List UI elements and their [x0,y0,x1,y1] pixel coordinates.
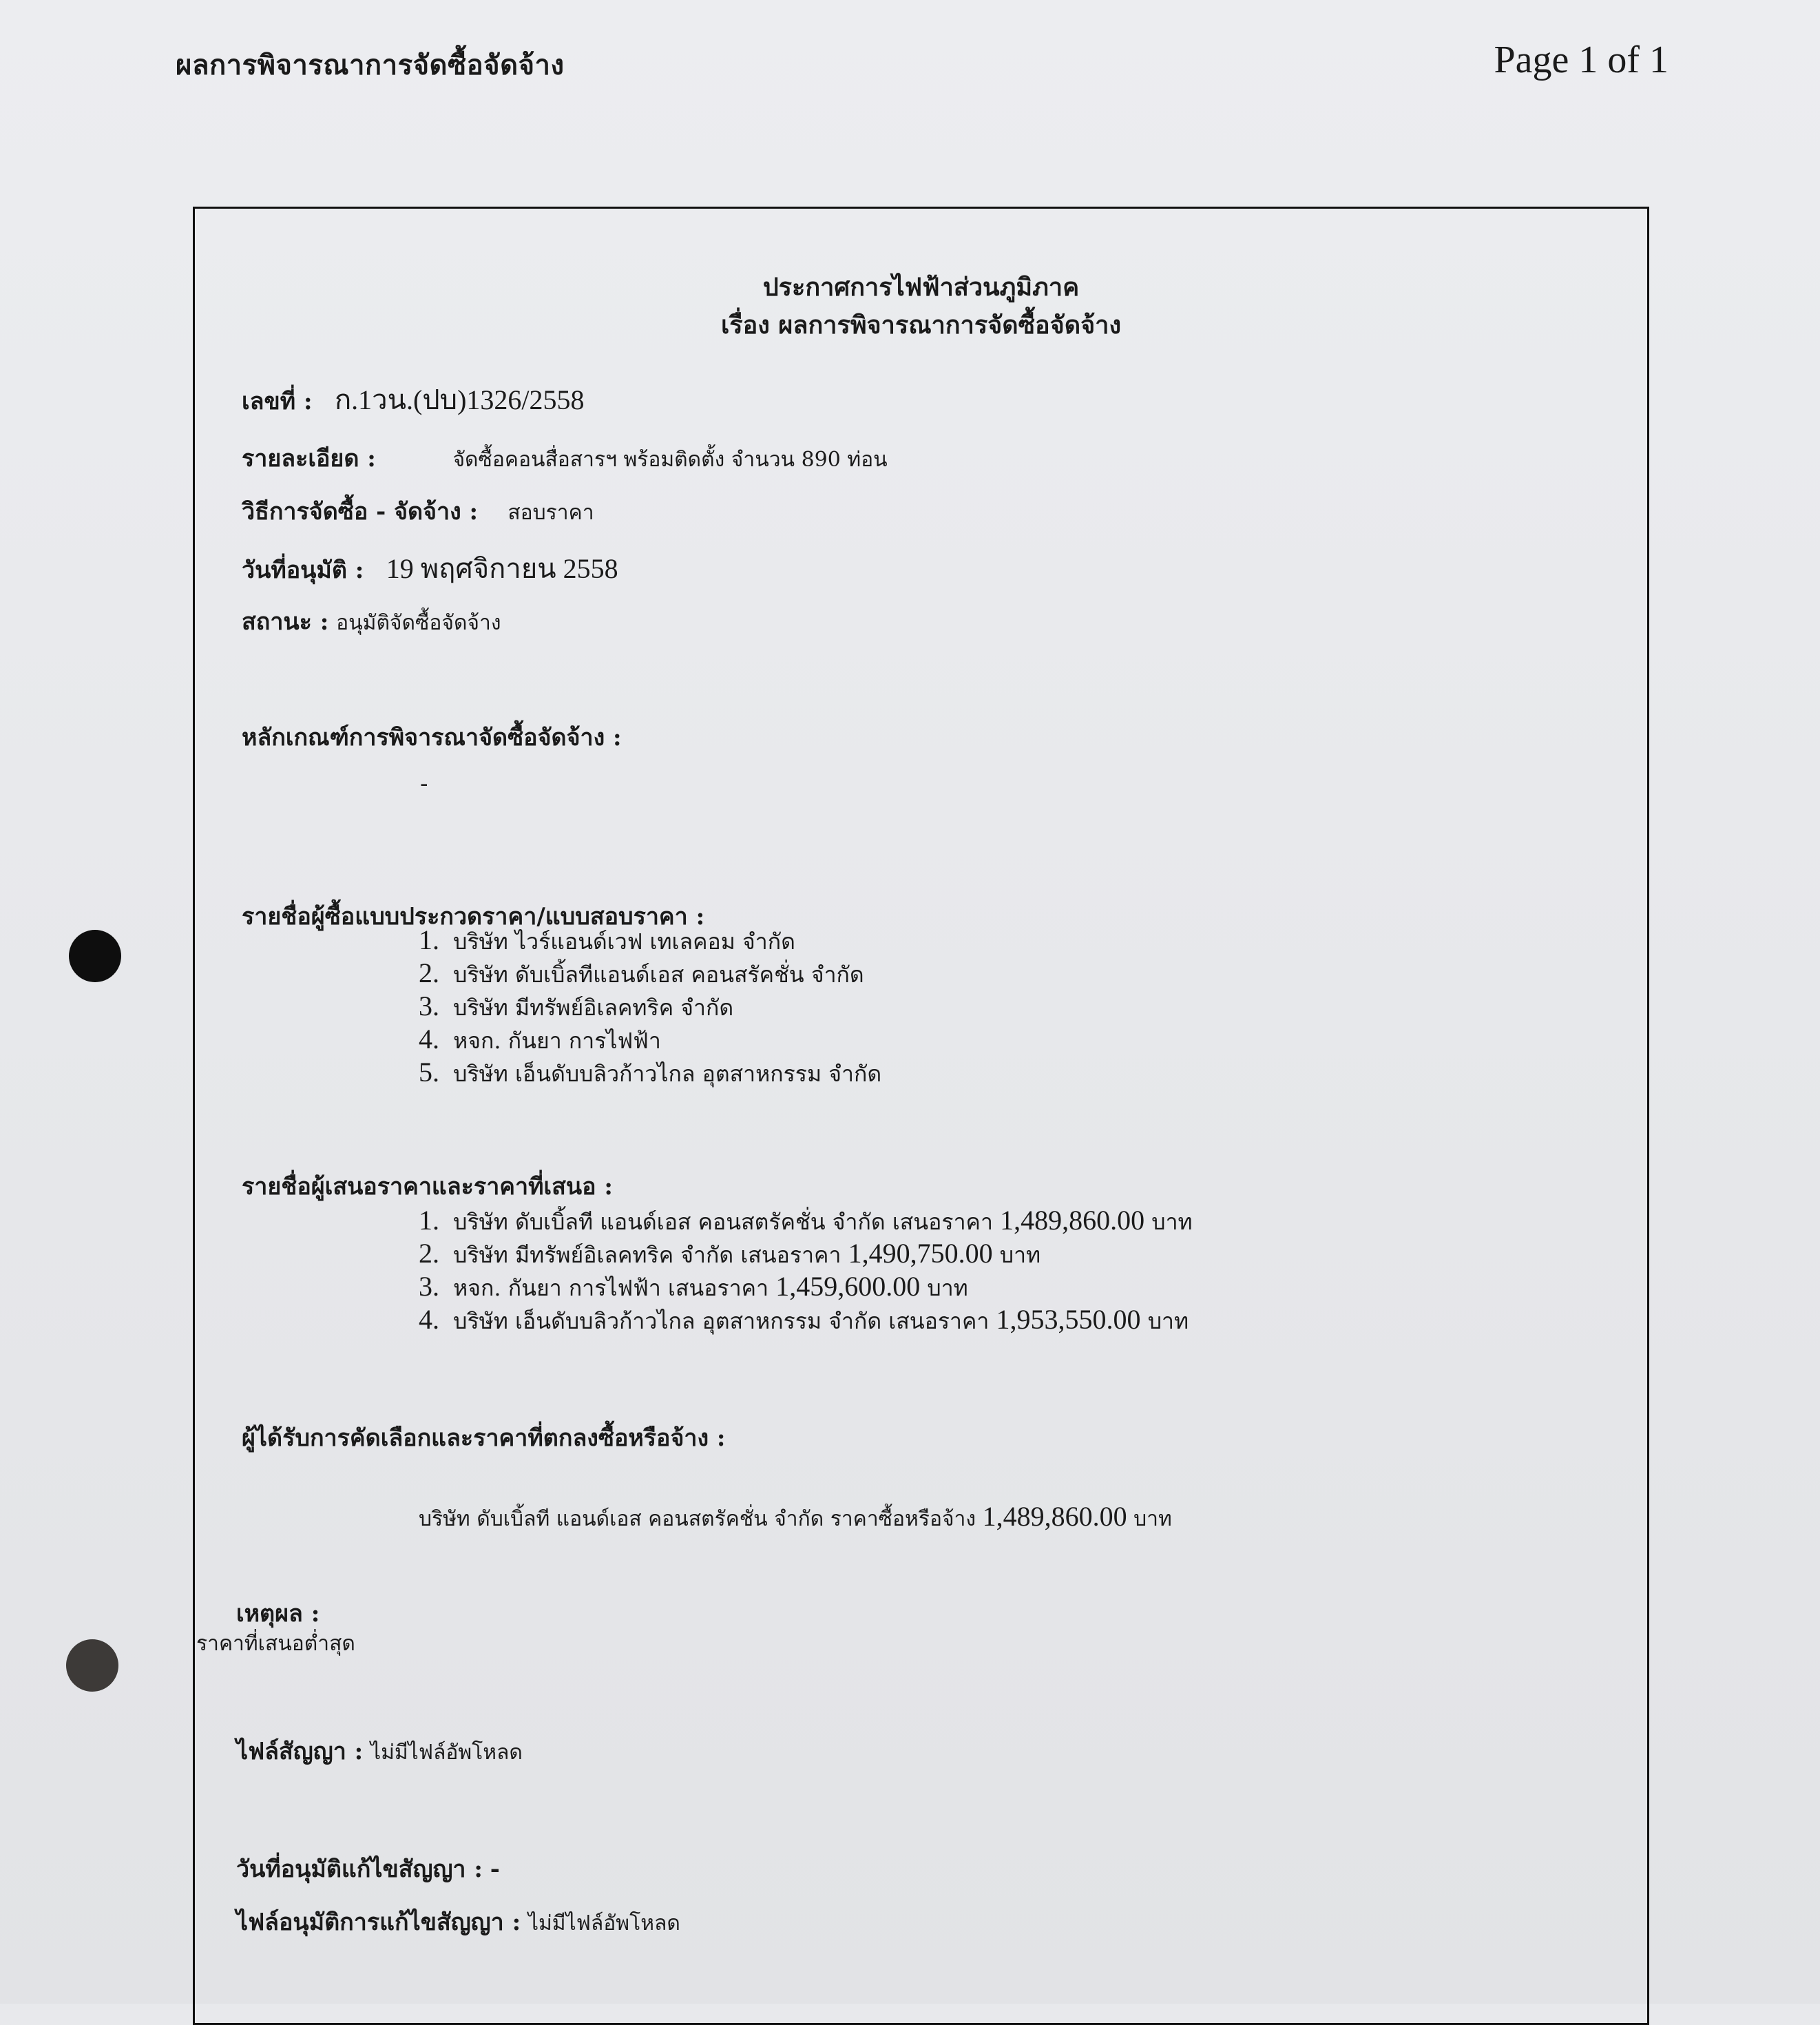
status-value: อนุมัติจัดซื้อจัดจ้าง [336,611,501,635]
list-item: 2. บริษัท มีทรัพย์อิเลคทริค จำกัด เสนอราคา 1,490,750.00 บาท [419,1238,1041,1269]
bidders-list [419,1204,1193,1336]
amend-date-row [236,1850,500,1887]
buyers-list [419,924,881,1089]
selected-unit: บาท [1133,1507,1172,1531]
notice-subject: เรื่อง ผลการพิจารณาการจัดซื้อจัดจ้าง [720,311,1122,340]
selected-price: 1,489,860.00 [982,1501,1127,1532]
selected-heading [242,1419,725,1456]
approval-date-value: 19 พฤศจิกายน 2558 [386,553,618,584]
criteria-label: หลักเกณฑ์การพิจารณาจัดซื้อจัดจ้าง : [242,724,622,751]
amend-file-value: ไม่มีไฟล์อัพโหลด [527,1911,680,1935]
list-item: 4. หจก. กันยา การไฟฟ้า [419,1024,661,1055]
detail-label: รายละเอียด : [242,445,376,473]
number-row [242,377,585,422]
amend-date-value: - [490,1856,500,1883]
header-title: ผลการพิจารณาการจัดซื้อจัดจ้าง [176,49,565,81]
approval-date-row [242,546,618,590]
detail-row [242,439,888,477]
notice-frame [193,207,1649,2025]
reason-label: เหตุผล : [236,1600,320,1628]
reason-value: ราคาที่เสนอต่ำสุด [196,1632,355,1656]
contract-file-value: ไม่มีไฟล์อัพโหลด [370,1741,523,1765]
approval-date-label: วันที่อนุมัติ : [242,557,364,584]
reason-heading [236,1595,320,1632]
list-item: 2. บริษัท ดับเบิ้ลทีแอนด์เอส คอนสรัคชั่น จำกัด [419,957,864,988]
selected-text: บริษัท ดับเบิ้ลที แอนด์เอส คอนสตรัคชั่น จำกัด ราคาซื้อหรือจ้าง [419,1507,976,1531]
method-value: สอบราคา [508,501,594,525]
page-indicator: Page 1 of 1 [1494,39,1669,81]
criteria-value: - [420,770,428,798]
status-label: สถานะ : [242,608,329,636]
criteria-row [242,718,622,756]
method-row [242,492,594,530]
detail-value: จัดซื้อคอนสื่อสารฯ พร้อมติดตั้ง จำนวน 890 ท่อน [452,448,888,472]
contract-file-label: ไฟล์สัญญา : [236,1738,364,1765]
notice-title: ประกาศการไฟฟ้าส่วนภูมิภาค [762,273,1080,302]
number-value: ก.1วน.(ปบ)1326/2558 [334,384,585,415]
buyers-label: รายชื่อผู้ซื้อแบบประกวดราคา/แบบสอบราคา : [242,903,705,931]
bidders-label: รายชื่อผู้เสนอราคาและราคาที่เสนอ : [242,1173,613,1201]
number-label: เลขที่ : [242,388,313,415]
selected-row [419,1500,1172,1535]
punch-hole-bottom [66,1639,118,1692]
amend-file-row [236,1903,680,1940]
status-row [242,603,501,640]
list-item: 3. หจก. กันยา การไฟฟ้า เสนอราคา 1,459,600.00 บาท [419,1271,968,1302]
list-item: 4. บริษัท เอ็นดับบลิวก้าวไกล อุตสาหกรรม จำกัด เสนอราคา 1,953,550.00 บาท [419,1304,1189,1335]
bidders-heading [242,1167,613,1205]
method-label: วิธีการจัดซื้อ - จัดจ้าง : [242,498,479,526]
list-item: 1. บริษัท ดับเบิ้ลที แอนด์เอส คอนสตรัคชั่น จำกัด เสนอราคา 1,489,860.00 บาท [419,1205,1193,1236]
amend-file-label: ไฟล์อนุมัติการแก้ไขสัญญา : [236,1909,521,1936]
selected-label: ผู้ได้รับการคัดเลือกและราคาที่ตกลงซื้อหรือจ้าง : [242,1424,726,1452]
list-item: 5. บริษัท เอ็นดับบลิวก้าวไกล อุตสาหกรรม จำกัด [419,1057,882,1088]
contract-file-row [236,1732,523,1769]
list-item: 3. บริษัท มีทรัพย์อิเลคทริค จำกัด [419,990,734,1021]
amend-date-label: วันที่อนุมัติแก้ไขสัญญา : [236,1856,483,1883]
punch-hole-top [69,930,121,982]
list-item: 1. บริษัท ไวร์แอนด์เวฟ เทเลคอม จำกัด [419,924,795,955]
